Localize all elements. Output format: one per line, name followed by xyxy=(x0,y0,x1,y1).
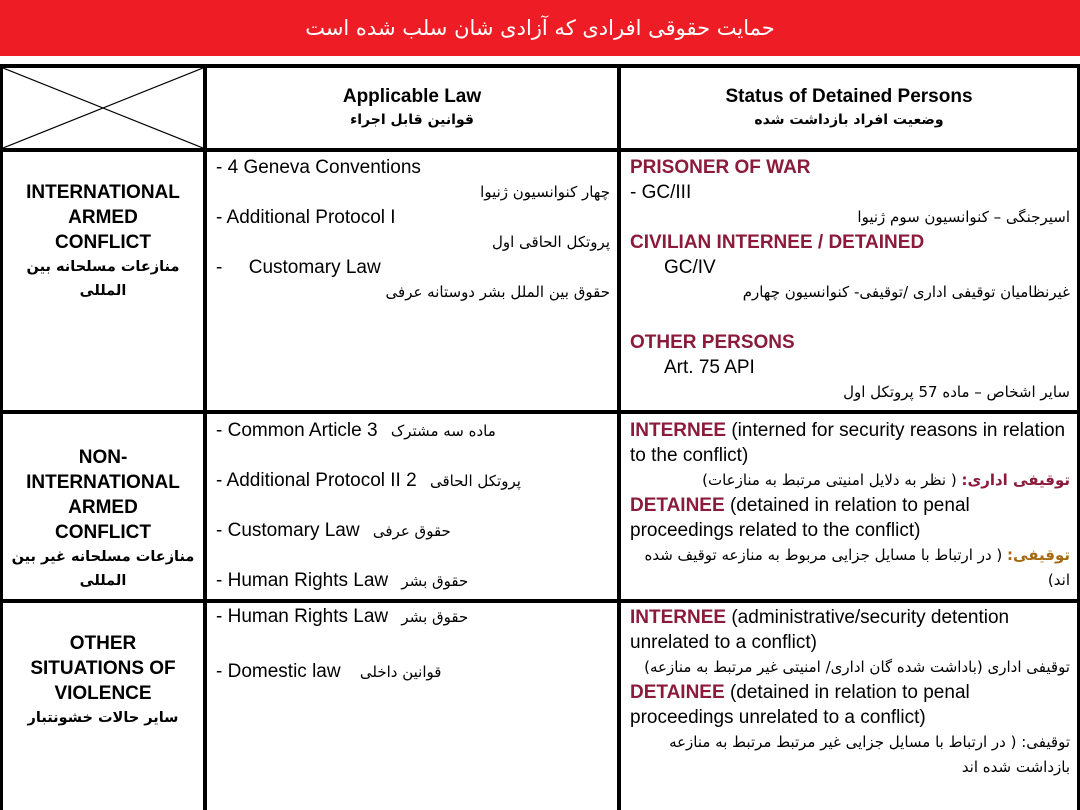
row-label-international xyxy=(3,180,203,303)
row-label-en: CONFLICT xyxy=(54,232,152,253)
row-label-en: SITUATIONS OF xyxy=(30,658,176,679)
header-applicable-law xyxy=(207,68,617,148)
status-fa-label: توقیفی اداری: xyxy=(961,471,1070,489)
law-cell-non-international xyxy=(216,418,610,594)
status-cell-non-international xyxy=(630,418,1070,593)
row-label-fa: منازعات مسلحانه بین xyxy=(26,259,180,275)
header-law-fa: قوانین قابل اجراء xyxy=(350,112,474,128)
row-label-en: ARMED xyxy=(68,497,138,518)
law-item-fa: حقوق بشر xyxy=(401,572,469,590)
law-cell-international xyxy=(216,155,610,305)
row-label-other xyxy=(3,631,203,730)
status-fa-text: ( در ارتباط با مسایل جزایی مربوط به منازعه توقیف شده اند) xyxy=(644,546,1070,589)
header-status xyxy=(621,68,1077,148)
law-item-fa: قوانین داخلی xyxy=(359,663,442,681)
status-desc: (detained in relation to penal proceedings related to the conflict) xyxy=(630,495,970,541)
law-item-fa: حقوق بین الملل بشر دوستانه عرفی xyxy=(385,283,610,301)
row-label-en: INTERNATIONAL xyxy=(26,472,180,493)
law-item-fa: پروتکل الحاقی xyxy=(429,472,521,490)
row-label-fa: منازعات مسلحانه غیر بین xyxy=(11,549,195,565)
empty-corner-cross xyxy=(3,68,203,148)
status-fa: سایر اشخاص – ماده 57 پروتکل اول xyxy=(843,383,1070,401)
law-item: - 4 Geneva Conventions xyxy=(216,157,421,178)
law-item-en: - Domestic law xyxy=(216,661,341,682)
status-ref: GC/IV xyxy=(664,257,716,278)
law-item-en: - Human Rights Law xyxy=(216,606,389,627)
status-fa xyxy=(630,468,1070,493)
header-law-en: Applicable Law xyxy=(342,86,482,107)
row-label-en: OTHER xyxy=(69,633,137,654)
status-ref: Art. 75 API xyxy=(664,357,755,378)
status-detainee xyxy=(630,680,1070,730)
law-item-fa: چهار کنوانسیون ژنیوا xyxy=(480,183,610,201)
row-label-en: VIOLENCE xyxy=(54,683,152,704)
row-label-en: INTERNATIONAL xyxy=(26,182,180,203)
law-item xyxy=(216,568,610,594)
row-label-fa: المللی xyxy=(79,283,127,299)
status-fa: غیرنظامیان توقیفی اداری /توقیفی- کنوانسیون چهارم xyxy=(742,283,1070,301)
status-category-pow: PRISONER OF WAR xyxy=(630,157,811,178)
law-item xyxy=(216,518,610,568)
status-internee xyxy=(630,418,1070,468)
law-cell-other xyxy=(216,604,610,685)
table-divider-col1 xyxy=(203,64,207,810)
status-ref: - GC/III xyxy=(630,182,692,203)
status-fa: اسیرجنگی – کنوانسیون سوم ژنیوا xyxy=(857,208,1070,226)
status-fa: توقیفی: ( در ارتباط با مسایل جزایی غیر مرتبط مرتبط به منازعه بازداشت شده اند xyxy=(669,733,1070,776)
law-item-fa: ماده سه مشترک xyxy=(390,422,496,440)
status-desc: (administrative/security detention unrelated to a conflict) xyxy=(630,607,1010,653)
page-title-banner xyxy=(0,0,1080,56)
status-category-civilian: CIVILIAN INTERNEE / DETAINED xyxy=(630,232,925,253)
row-label-en: NON- xyxy=(78,447,128,468)
status-desc: (interned for security reasons in relation to the conflict) xyxy=(630,420,1066,466)
law-item xyxy=(216,468,610,518)
status-detainee xyxy=(630,493,1070,543)
status-category-internee: INTERNEE xyxy=(630,420,727,441)
status-fa-label: توقیفی: xyxy=(1007,546,1070,564)
status-fa xyxy=(630,543,1070,593)
row-label-non-international xyxy=(3,445,203,593)
law-item-en: - Additional Protocol II 2 xyxy=(216,470,417,491)
law-item-fa: پروتکل الحاقی اول xyxy=(491,233,610,251)
law-item xyxy=(216,659,610,685)
status-internee xyxy=(630,605,1070,655)
law-item-en: - Human Rights Law xyxy=(216,570,389,591)
status-category-detainee: DETAINEE xyxy=(630,495,725,516)
status-desc: (detained in relation to penal proceedings unrelated to a conflict) xyxy=(630,682,970,728)
table-divider-row1 xyxy=(0,410,1080,414)
table-divider-header xyxy=(0,148,1080,152)
status-category-internee: INTERNEE xyxy=(630,607,727,628)
law-item: - Customary Law xyxy=(216,257,381,278)
law-item-fa: حقوق بشر xyxy=(401,608,469,626)
status-cell-international xyxy=(630,155,1070,405)
header-status-en: Status of Detained Persons xyxy=(725,86,973,107)
status-fa: توقیفی اداری (باداشت شده گان اداری/ امنیتی غیر مرتبط به منازعه) xyxy=(644,658,1070,676)
law-item xyxy=(216,418,610,468)
table-divider-row2 xyxy=(0,599,1080,603)
law-item: - Additional Protocol I xyxy=(216,207,396,228)
header-status-fa: وضعیت افراد بازداشت شده xyxy=(754,112,944,128)
status-category-other: OTHER PERSONS xyxy=(630,332,795,353)
row-label-fa: سایر حالات خشونتبار xyxy=(27,710,179,726)
law-item-en: - Customary Law xyxy=(216,520,360,541)
status-cell-other xyxy=(630,605,1070,780)
row-label-fa: المللی xyxy=(79,573,127,589)
status-category-detainee: DETAINEE xyxy=(630,682,725,703)
page-title: حمایت حقوقی افرادی که آزادی شان سلب شده است xyxy=(305,16,775,40)
spacer xyxy=(630,305,1070,330)
row-label-en: CONFLICT xyxy=(54,522,152,543)
status-fa-text: ( نظر به دلایل امنیتی مرتبط به منازعات) xyxy=(702,471,962,489)
law-item-fa: حقوق عرفی xyxy=(372,522,451,540)
law-item xyxy=(216,604,610,659)
legal-status-table xyxy=(0,64,1080,810)
table-divider-col2 xyxy=(617,64,621,810)
law-item-en: - Common Article 3 xyxy=(216,420,378,441)
row-label-en: ARMED xyxy=(68,207,138,228)
